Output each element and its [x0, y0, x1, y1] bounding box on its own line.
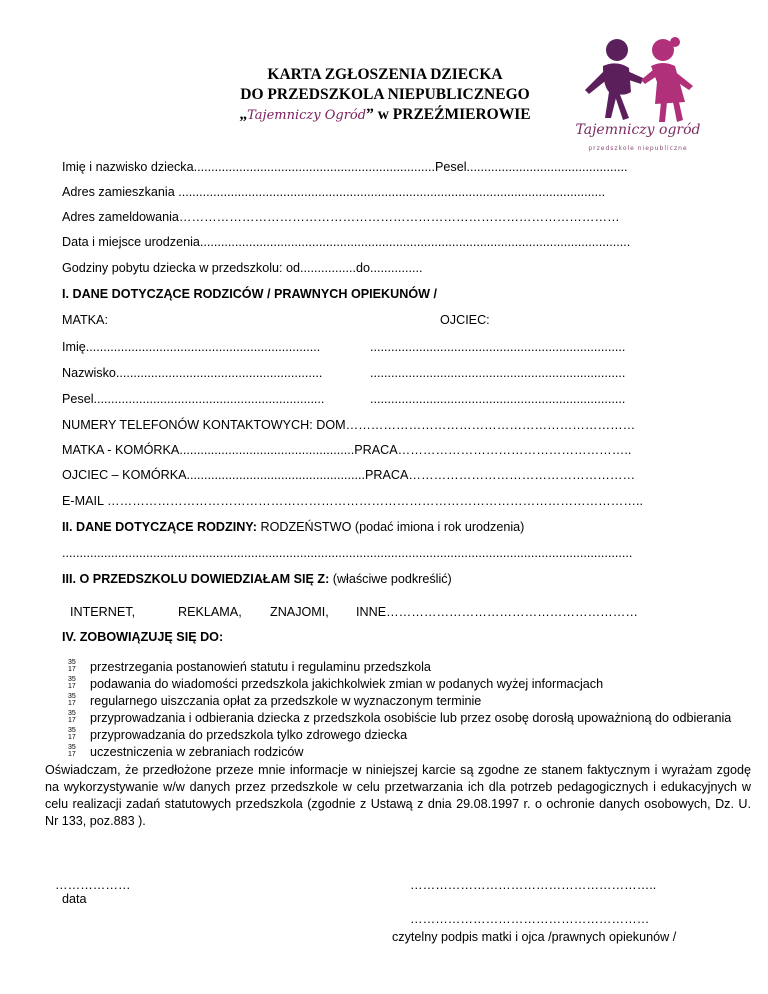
option-other[interactable]: INNE……………………………………………………	[356, 605, 638, 619]
form-title-line3	[175, 106, 595, 124]
field-mother-pesel[interactable]: Pesel..................................................................	[62, 392, 325, 406]
declaration-text: Oświadczam, że przedłożone przeze mnie informacje w niniejszej karcie są zgodne ze stanem faktycznym i wyrażam zgodę na wykorzystywanie w/w danych przez przedszkole w celu przetwarzania ich dla potrzeb pedagogicznych i edukacyjnych w celu realizacji zadań statutowych przedszkola (zgodnie z Ustawą z dnia 29.08.1997 r. o ochronie danych osobowych, Dz. U. Nr 133, poz.883 ).	[45, 763, 751, 828]
list-bullet: 35 17	[68, 676, 76, 690]
field-birth-date-place[interactable]: Data i miejsce urodzenia...........................................................................................................................	[62, 235, 631, 249]
list-bullet: 35 17	[68, 693, 76, 707]
field-email[interactable]: E-MAIL ………………………………………………………………………………………………………………..	[62, 494, 643, 508]
signature-line-1[interactable]: …………………………………………………..	[410, 878, 657, 892]
child-left-icon	[585, 39, 643, 120]
section-family	[62, 520, 524, 534]
field-siblings[interactable]: ...................................................................................................................................................................	[62, 546, 633, 560]
signature-label: czytelny podpis matki i ojca /prawnych opiekunów /	[392, 930, 677, 944]
list-bullet: 35 17	[68, 710, 76, 724]
field-child-name-pesel[interactable]: Imię i nazwisko dziecka.....................................................................Pesel..............................................	[62, 160, 628, 174]
option-internet[interactable]: INTERNET,	[70, 605, 136, 619]
child-right-icon	[641, 37, 693, 122]
option-friends[interactable]: ZNAJOMI,	[270, 605, 329, 619]
kindergarten-name: Tajemniczy Ogród	[247, 108, 367, 123]
mother-label: MATKA:	[62, 313, 108, 327]
field-father-last-name[interactable]: .........................................................................	[370, 366, 626, 380]
logo-name: Tajemniczy ogród	[575, 122, 701, 138]
field-mother-first-name[interactable]: Imię...................................................................	[62, 340, 321, 354]
field-father-pesel[interactable]: .........................................................................	[370, 392, 626, 406]
field-address-registered[interactable]: Adres zameldowania……………………………………………………………………………………………	[62, 210, 620, 224]
list-bullet: 35 17	[68, 744, 76, 758]
section-source	[62, 572, 452, 586]
list-bullet: 35 17	[68, 727, 76, 741]
father-label: OJCIEC:	[440, 313, 490, 327]
section-family-text: RODZEŃSTWO (podać imiona i rok urodzenia)	[256, 520, 525, 534]
field-mother-phones[interactable]: MATKA - KOMÓRKA..................................................PRACA………………………………………………..	[62, 443, 632, 457]
field-home-phone[interactable]: NUMERY TELEFONÓW KONTAKTOWYCH: DOM……………………………………………………………	[62, 418, 636, 432]
obligation-item: podawania do wiadomości przedszkola jakichkolwiek zmian w podanych wyżej informacjach	[90, 677, 604, 691]
section-obligations-heading: IV. ZOBOWIĄZUJĘ SIĘ DO:	[62, 630, 224, 644]
signature-line-2[interactable]: …………………………………………………	[410, 912, 650, 926]
date-label: data	[62, 892, 87, 906]
section-source-heading: III. O PRZEDSZKOLU DOWIEDZIAŁAM SIĘ Z:	[62, 572, 330, 586]
form-title-line2: DO PRZEDSZKOLA NIEPUBLICZNEGO	[240, 86, 530, 103]
obligation-item: uczestniczenia w zebraniach rodziców	[90, 745, 304, 759]
section-family-heading: II. DANE DOTYCZĄCE RODZINY:	[62, 520, 257, 534]
list-bullet: 35 17	[68, 659, 76, 673]
obligation-item: przyprowadzania i odbierania dziecka z przedszkola osobiście lub przez osobę dorosłą upoważnioną do odbierania	[90, 711, 732, 725]
date-line[interactable]: ………………	[55, 878, 131, 892]
logo-subtitle: przedszkole niepubliczne	[588, 145, 688, 152]
form-title-line1: KARTA ZGŁOSZENIA DZIECKA	[267, 66, 503, 83]
title-location: ” w PRZEŹMIEROWIE	[366, 106, 531, 123]
section-source-text: (właściwe podkreślić)	[329, 572, 452, 586]
field-father-phones[interactable]: OJCIEC – KOMÓRKA...................................................PRACA………………………………………………	[62, 468, 636, 482]
section-parents-heading: I. DANE DOTYCZĄCE RODZICÓW / PRAWNYCH OPIEKUNÓW /	[62, 287, 438, 301]
obligation-item: przestrzegania postanowień statutu i regulaminu przedszkola	[90, 660, 431, 674]
obligation-item: regularnego uiszczania opłat za przedszkole w wyznaczonym terminie	[90, 694, 482, 708]
obligation-item: przyprowadzania do przedszkola tylko zdrowego dziecka	[90, 728, 408, 742]
field-mother-last-name[interactable]: Nazwisko...........................................................	[62, 366, 323, 380]
option-advertisement[interactable]: REKLAMA,	[178, 605, 242, 619]
field-address-living[interactable]: Adres zamieszkania ..........................................................................................................................	[62, 185, 606, 199]
field-father-first-name[interactable]: .........................................................................	[370, 340, 626, 354]
field-hours[interactable]: Godziny pobytu dziecka w przedszkolu: od................do...............	[62, 261, 423, 275]
quote-open: „	[239, 106, 248, 123]
